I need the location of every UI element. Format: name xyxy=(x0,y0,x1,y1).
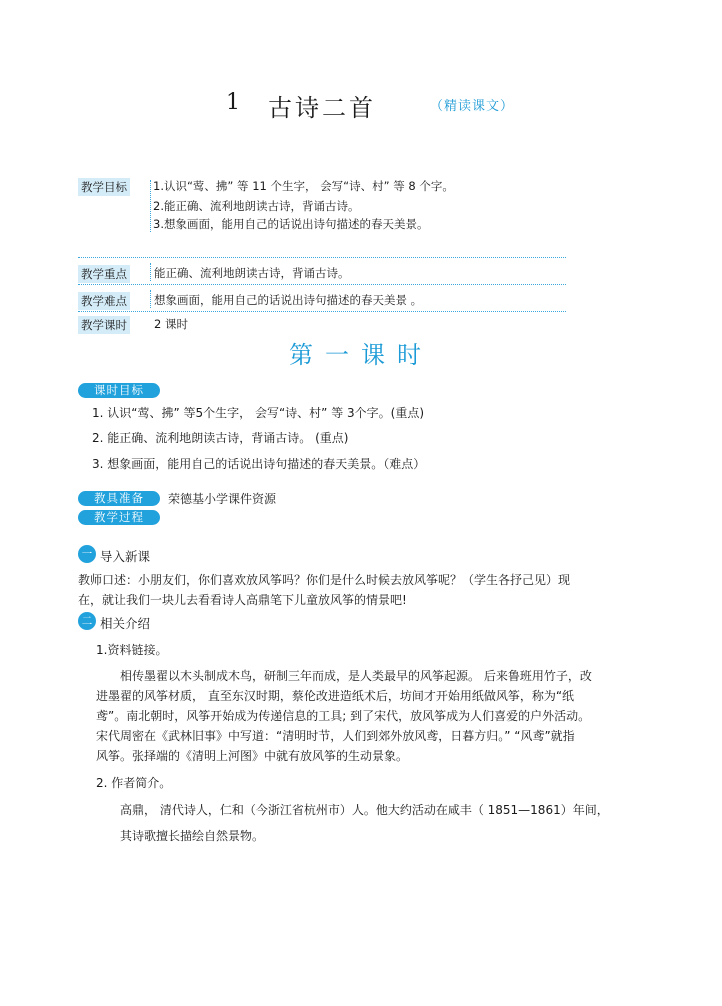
goal-line: 3.想象画面，能用自己的话说出诗句描述的春天美景。 xyxy=(153,217,429,231)
key-label: 教学重点 xyxy=(78,265,130,283)
difficulty-label: 教学难点 xyxy=(78,292,130,310)
section-title: 相关介绍 xyxy=(100,616,151,631)
intro-line: 在，就让我们一块儿去看看诗人高鼎笔下儿童放风筝的情景吧! xyxy=(78,593,407,607)
lesson-type: （精读课文） xyxy=(430,99,515,114)
goal-line: 1.认识“莺、拂” 等 11 个生字， 会写“诗、村” 等 8 个字。 xyxy=(153,179,454,193)
prep-text: 荣德基小学课件资源 xyxy=(168,492,277,506)
prep-pill: 教具准备 xyxy=(78,491,160,506)
paragraph-line: 相传墨翟以木头制成木鸟，研制三年而成，是人类最早的风筝起源。 后来鲁班用竹子，改 xyxy=(120,669,592,683)
lesson-title: 古诗二首 xyxy=(268,94,376,122)
subsection-title: 2. 作者简介。 xyxy=(96,776,172,790)
intro-line: 教师口述：小朋友们，你们喜欢放风筝吗？你们是什么时候去放风筝呢？（学生各抒己见）现 xyxy=(78,573,571,587)
difficulty-text: 想象画面，能用自己的话说出诗句描述的春天美景 。 xyxy=(154,293,423,307)
session-title: 第一课时 xyxy=(289,341,433,369)
hours-label: 教学课时 xyxy=(78,316,130,334)
section-title: 导入新课 xyxy=(100,549,151,564)
paragraph-line: 宋代周密在《武林旧事》中写道：“清明时节，人们到郊外放风鸢，日暮方归。” “风鸢”就指 xyxy=(96,729,575,743)
subsection-title: 1.资料链接。 xyxy=(96,643,168,657)
paragraph-line: 进墨翟的风筝材质， 直至东汉时期，蔡伦改进造纸术后，坊间才开始用纸做风筝，称为“纸 xyxy=(96,689,575,703)
session-goals-pill: 课时目标 xyxy=(78,383,160,398)
section-number-badge: 一 xyxy=(78,545,96,563)
process-pill: 教学过程 xyxy=(78,510,160,525)
goal-line: 2.能正确、流利地朗读古诗，背诵古诗。 xyxy=(153,199,360,213)
session-goal: 2. 能正确、流利地朗读古诗，背诵古诗。 (重点) xyxy=(92,431,349,445)
session-goal: 1. 认识“莺、拂” 等5个生字， 会写“诗、村” 等 3个字。(重点) xyxy=(92,406,425,420)
session-goal: 3. 想象画面，能用自己的话说出诗句描述的春天美景。（难点） xyxy=(92,457,426,471)
paragraph-line: 高鼎， 清代诗人，仁和（今浙江省杭州市）人。他大约活动在咸丰（ 1851—1861）年间， xyxy=(120,803,609,817)
paragraph-line: 鸢”。南北朝时，风筝开始成为传递信息的工具; 到了宋代，放风筝成为人们喜爱的户外活动。 xyxy=(96,709,591,723)
paragraph-line: 其诗歌擅长描绘自然景物。 xyxy=(120,829,265,843)
hours-text: 2 课时 xyxy=(154,317,188,331)
paragraph-line: 风筝。张择端的《清明上河图》中就有放风筝的生动景象。 xyxy=(96,749,409,763)
goals-label: 教学目标 xyxy=(78,178,130,196)
section-number-badge: 二 xyxy=(78,612,96,630)
key-text: 能正确、流利地朗读古诗，背诵古诗。 xyxy=(154,266,350,280)
lesson-number: 1 xyxy=(226,90,240,115)
